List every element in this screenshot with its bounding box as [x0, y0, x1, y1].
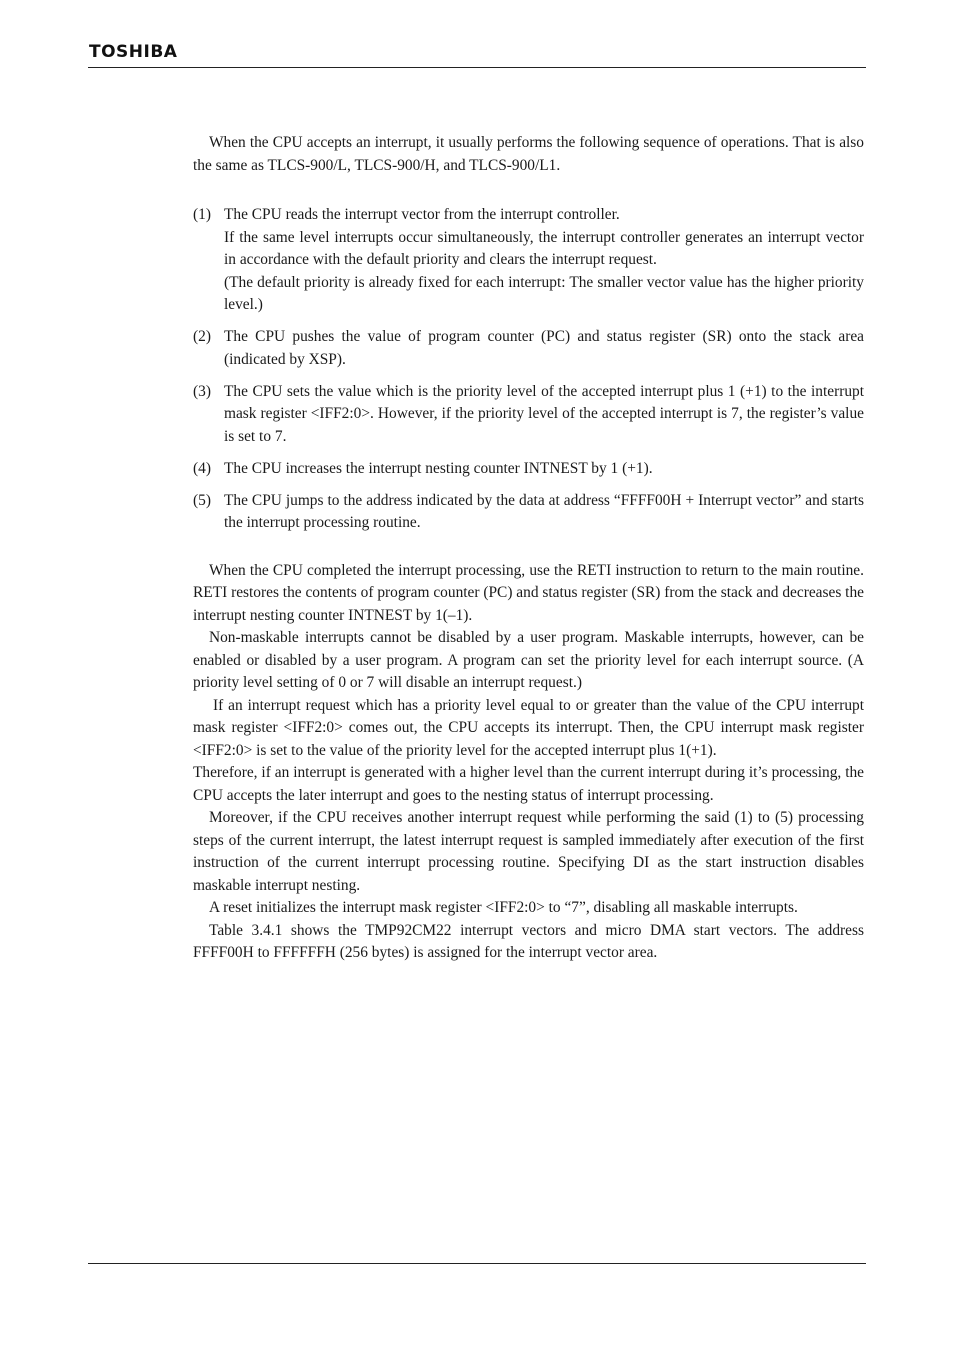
- intro-paragraph: When the CPU accepts an interrupt, it usually performs the following sequence of operations. That is also the same as TLCS-900/L, TLCS-900/H, and TLCS-900/L1.: [193, 134, 864, 174]
- list-item-text: The CPU increases the interrupt nesting counter INTNEST by 1 (+1).: [224, 459, 653, 477]
- list-item: [193, 381, 864, 449]
- page-content: [193, 132, 864, 965]
- list-item-text: If the same level interrupts occur simultaneously, the interrupt controller generates an interrupt vector in accordance with the default priority and clears the interrupt request.: [224, 228, 864, 268]
- header-rule: [88, 67, 866, 68]
- list-item-text: The CPU reads the interrupt vector from the interrupt controller.: [224, 206, 620, 223]
- body-paragraph: Non-maskable interrupts cannot be disabled by a user program. Maskable interrupts, however, can be enabled or disabled by a user program. A program can set the priority level for each interrupt source. (A priority level setting of 0 or 7 will disable an interrupt request.): [193, 629, 864, 691]
- list-item: [193, 458, 864, 481]
- body-paragraph: Table 3.4.1 shows the TMP92CM22 interrupt vectors and micro DMA start vectors. The address FFFF00H to FFFFFFH (256 bytes) is assigned for the interrupt vector area.: [193, 921, 864, 961]
- body-paragraph: If an interrupt request which has a priority level equal to or greater than the value of the CPU interrupt mask register <IFF2:0> comes out, the CPU accepts its interrupt. Then, the CPU interrupt mask register <IFF2:0> is set to the value of the priority level for the accepted interrupt plus 1(+1).: [193, 696, 864, 759]
- body-paragraph: When the CPU completed the interrupt processing, use the RETI instruction to return to the main routine. RETI restores the contents of program counter (PC) and status register (SR) from the stack and decreases the interrupt nesting counter INTNEST by 1(–1).: [193, 561, 864, 624]
- list-item-number: (2): [193, 328, 211, 345]
- list-item-text: The CPU jumps to the address indicated by the data at address “FFFF00H + Interrupt vector” and starts the interrupt processing routine.: [224, 491, 864, 531]
- body-paragraph: Moreover, if the CPU receives another interrupt request while performing the said (1) to (5) processing steps of the current interrupt, the latest interrupt request is sampled immediately after execution of the first instruction of the current interrupt processing routine. Specifying DI as the start instruction disables maskable interrupt nesting.: [193, 809, 864, 894]
- list-item-number: (3): [193, 382, 211, 400]
- body-paragraph: A reset initializes the interrupt mask register <IFF2:0> to “7”, disabling all maskable interrupts.: [209, 899, 798, 916]
- list-item-text: The CPU pushes the value of program counter (PC) and status register (SR) onto the stack area (indicated by XSP).: [224, 328, 864, 368]
- list-item: [193, 490, 864, 535]
- list-item-number: (5): [193, 491, 211, 509]
- list-item: [193, 204, 864, 317]
- interrupt-sequence-list: [193, 204, 864, 535]
- footer-rule: [88, 1263, 866, 1264]
- list-item-number: (4): [193, 459, 211, 477]
- body-paragraph: Therefore, if an interrupt is generated with a higher level than the current interrupt during it’s processing, the CPU accepts the later interrupt and goes to the nesting status of interrupt processing.: [193, 764, 864, 804]
- list-item: [193, 326, 864, 371]
- list-item-text: The CPU sets the value which is the priority level of the accepted interrupt plus 1 (+1) to the interrupt mask register <IFF2:0>. However, if the priority level of the accepted interrupt is 7, the register’s value is set to 7.: [224, 382, 864, 445]
- list-item-number: (1): [193, 206, 211, 223]
- list-item-text: (The default priority is already fixed for each interrupt: The smaller vector value has the higher priority level.): [224, 273, 864, 313]
- toshiba-logo: TOSHIBA: [89, 42, 178, 62]
